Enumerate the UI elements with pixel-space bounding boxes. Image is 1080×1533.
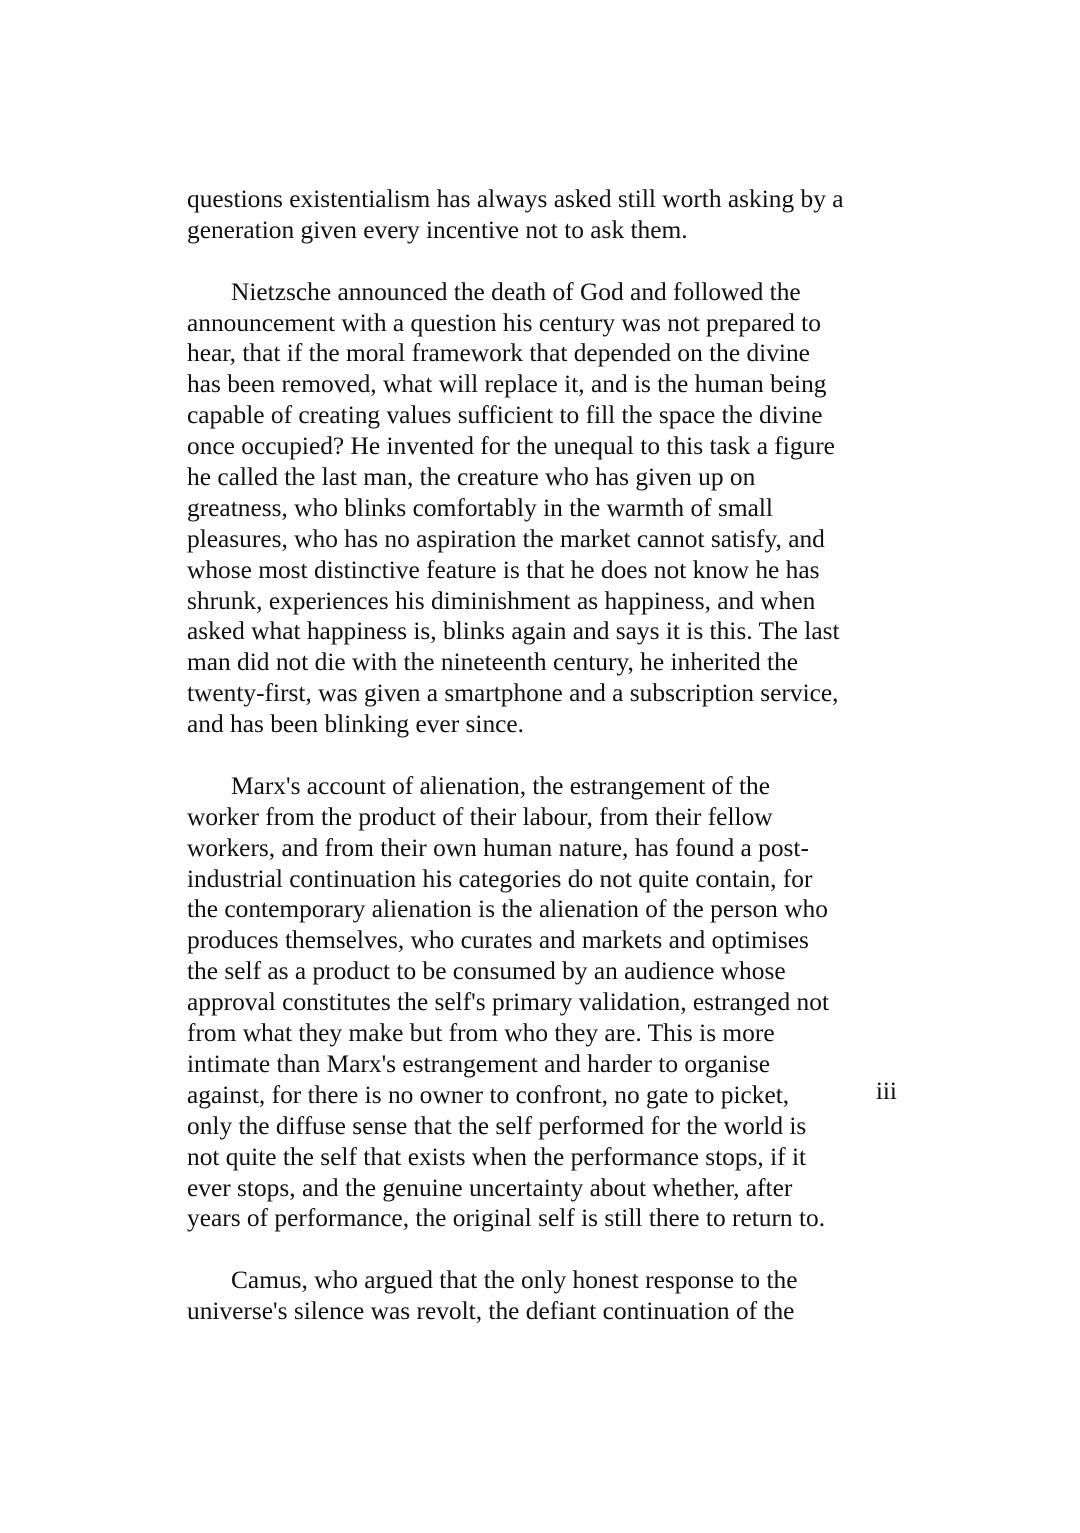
text-line: whose most distinctive feature is that he does not know he has: [187, 555, 820, 584]
paragraph-gap: [187, 1234, 893, 1265]
body-text: [187, 184, 893, 1327]
text-line: pleasures, who has no aspiration the market cannot satisfy, and: [187, 524, 825, 553]
text-line: shrunk, experiences his diminishment as happiness, and when: [187, 586, 816, 615]
text-line: industrial continuation his categories do not quite contain, for: [187, 864, 813, 893]
text-line: against, for there is no owner to confront, no gate to picket,: [187, 1080, 790, 1109]
text-line: not quite the self that exists when the performance stops, if it: [187, 1142, 807, 1171]
text-line: years of performance, the original self is still there to return to.: [187, 1204, 826, 1233]
paragraph-gap: [187, 740, 893, 771]
text-line: from what they make but from who they are. This is more: [187, 1019, 775, 1048]
text-line: intimate than Marx's estrangement and harder to organise: [187, 1049, 770, 1078]
text-line: he called the last man, the creature who has given up on: [187, 463, 756, 492]
paragraph-2: [187, 277, 893, 740]
text-line: Camus, who argued that the only honest response to the: [231, 1266, 798, 1295]
paragraph-3: [187, 771, 893, 1234]
paragraph-gap: [187, 246, 893, 277]
text-line: worker from the product of their labour, from their fellow: [187, 802, 773, 831]
text-line: asked what happiness is, blinks again and says it is this. The last: [187, 617, 840, 646]
text-line: produces themselves, who curates and markets and optimises: [187, 926, 809, 955]
text-line: generation given every incentive not to ask them.: [187, 215, 688, 244]
text-line: only the diffuse sense that the self performed for the world is: [187, 1111, 807, 1140]
text-line: universe's silence was revolt, the defiant continuation of the: [187, 1297, 795, 1326]
paragraph-4: [187, 1265, 893, 1327]
text-line: the self as a product to be consumed by an audience whose: [187, 957, 786, 986]
text-line: the contemporary alienation is the alienation of the person who: [187, 895, 828, 924]
text-line: and has been blinking ever since.: [187, 710, 525, 739]
text-line: greatness, who blinks comfortably in the warmth of small: [187, 493, 773, 522]
text-line: Nietzsche announced the death of God and followed the: [231, 277, 801, 306]
text-line: approval constitutes the self's primary validation, estranged not: [187, 988, 829, 1017]
text-line: hear, that if the moral framework that depended on the divine: [187, 339, 810, 368]
page-number: iii: [875, 1077, 897, 1105]
paragraph-1: [187, 184, 893, 246]
text-line: man did not die with the nineteenth century, he inherited the: [187, 648, 799, 677]
text-line: twenty-first, was given a smartphone and a subscription service,: [187, 679, 839, 708]
text-line: Marx's account of alienation, the estrangement of the: [231, 771, 770, 800]
text-line: announcement with a question his century was not prepared to: [187, 308, 821, 337]
text-line: once occupied? He invented for the unequal to this task a figure: [187, 432, 835, 461]
text-line: ever stops, and the genuine uncertainty about whether, after: [187, 1173, 793, 1202]
text-line: has been removed, what will replace it, and is the human being: [187, 370, 827, 399]
text-line: questions existentialism has always asked still worth asking by a: [187, 185, 844, 213]
text-line: capable of creating values sufficient to fill the space the divine: [187, 401, 823, 430]
text-line: workers, and from their own human nature, has found a post-: [187, 833, 809, 862]
